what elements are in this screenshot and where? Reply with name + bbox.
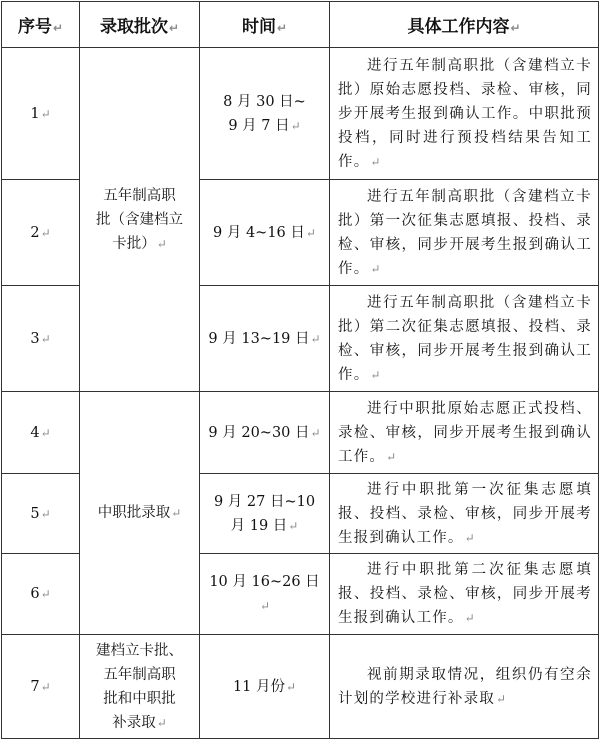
row-index-cell	[2, 554, 80, 635]
return-mark-icon: ↵	[510, 21, 521, 35]
content-text: 进行五年制高职批（含建档立卡批）原始志愿投档、录检、审核，同步开展考生报到确认工作。中职批预投档，同时进行预投档结果告知工作。	[338, 57, 592, 170]
row-index: 3	[30, 330, 40, 347]
row-index-cell	[2, 180, 80, 286]
return-mark-icon: ↵	[156, 236, 167, 251]
time-cell	[200, 48, 330, 180]
time-value: 10 月 16~26 日	[209, 574, 320, 590]
content-cell	[330, 474, 599, 554]
batch-cell-vocational-five-year	[80, 48, 200, 392]
batch-label: 五年制高职 批（含建档立 卡批）	[96, 187, 183, 252]
time-value: 9 月 13~19 日	[208, 330, 310, 347]
header-batch-label: 录取批次	[99, 17, 168, 37]
content-cell	[330, 635, 599, 739]
table-row	[2, 635, 599, 739]
time-value: 9 月 4~16 日	[213, 224, 305, 241]
row-index-cell	[2, 635, 80, 739]
return-mark-icon: ↵	[310, 425, 321, 440]
content-text: 进行五年制高职批（含建档立卡批）第二次征集志愿填报、投档、录检、审核，同步开展考生报到确认工作。	[338, 294, 592, 383]
time-value: 9 月 27 日~10 月 19 日	[213, 493, 316, 534]
return-mark-icon: ↵	[40, 587, 51, 601]
content-text: 进行中职批原始志愿正式投档、录检、审核，同步开展考生报到确认工作。	[338, 400, 592, 465]
return-mark-icon: ↵	[370, 261, 382, 276]
time-value: 8 月 30 日~ 9 月 7 日	[223, 93, 306, 134]
return-mark-icon: ↵	[370, 367, 382, 382]
content-text: 进行中职批第二次征集志愿填报、投档、录检、审核，同步开展考生报到确认工作。	[338, 562, 592, 626]
time-cell	[200, 635, 330, 739]
batch-label: 中职批录取	[97, 505, 171, 521]
return-mark-icon: ↵	[40, 331, 51, 346]
return-mark-icon: ↵	[464, 611, 476, 625]
time-value: 11 月份	[232, 678, 285, 695]
time-cell	[200, 286, 330, 392]
time-value: 9 月 20~30 日	[208, 424, 310, 441]
row-index: 5	[30, 505, 40, 522]
return-mark-icon: ↵	[310, 331, 321, 346]
return-mark-icon: ↵	[40, 106, 51, 121]
return-mark-icon: ↵	[40, 225, 51, 240]
return-mark-icon: ↵	[40, 679, 51, 694]
return-mark-icon: ↵	[171, 506, 182, 520]
header-content	[330, 2, 599, 48]
return-mark-icon: ↵	[276, 21, 288, 35]
row-index: 6	[30, 586, 40, 602]
row-index-cell	[2, 474, 80, 554]
row-index: 2	[30, 224, 40, 241]
return-mark-icon: ↵	[52, 21, 64, 35]
batch-cell-supplementary	[80, 635, 200, 739]
return-mark-icon: ↵	[464, 530, 476, 545]
return-mark-icon: ↵	[286, 679, 297, 694]
content-cell	[330, 392, 599, 474]
time-cell	[200, 180, 330, 286]
return-mark-icon: ↵	[290, 118, 301, 133]
header-content-label: 具体工作内容	[407, 17, 510, 37]
table-header	[2, 2, 599, 48]
content-cell	[330, 48, 599, 180]
header-batch	[80, 2, 200, 48]
return-mark-icon: ↵	[40, 506, 51, 521]
batch-label: 建档立卡批、 五年制高职 批和中职批 补录取	[96, 642, 183, 731]
row-index-cell	[2, 48, 80, 180]
table-row	[2, 48, 599, 180]
return-mark-icon: ↵	[156, 715, 167, 730]
return-mark-icon: ↵	[496, 691, 508, 706]
return-mark-icon: ↵	[259, 599, 271, 613]
header-time-label: 时间	[241, 17, 276, 37]
header-index	[2, 2, 80, 48]
batch-cell-secondary-vocational	[80, 392, 200, 635]
content-text: 进行五年制高职批（含建档立卡批）第一次征集志愿填报、投档、录检、审核，同步开展考生报到确认工作。	[338, 188, 592, 277]
header-row	[2, 2, 599, 48]
return-mark-icon: ↵	[40, 425, 51, 440]
table-row	[2, 392, 599, 474]
content-text: 视前期录取情况，组织仍有空余计划的学校进行补录取	[338, 666, 592, 707]
row-index: 1	[30, 105, 40, 122]
time-cell	[200, 474, 330, 554]
return-mark-icon: ↵	[370, 154, 382, 169]
row-index-cell	[2, 392, 80, 474]
content-text: 进行中职批第一次征集志愿填报、投档、录检、审核，同步开展考生报到确认工作。	[338, 481, 592, 546]
return-mark-icon: ↵	[386, 449, 398, 464]
row-index-cell	[2, 286, 80, 392]
content-cell	[330, 286, 599, 392]
row-index: 4	[30, 424, 40, 441]
return-mark-icon: ↵	[168, 21, 180, 35]
header-index-label: 序号	[17, 17, 52, 37]
time-cell	[200, 554, 330, 635]
time-cell	[200, 392, 330, 474]
header-time	[200, 2, 330, 48]
return-mark-icon: ↵	[288, 518, 299, 533]
content-cell	[330, 554, 599, 635]
content-cell	[330, 180, 599, 286]
admission-schedule-table	[1, 1, 599, 739]
row-index: 7	[30, 678, 40, 695]
return-mark-icon: ↵	[305, 225, 316, 240]
